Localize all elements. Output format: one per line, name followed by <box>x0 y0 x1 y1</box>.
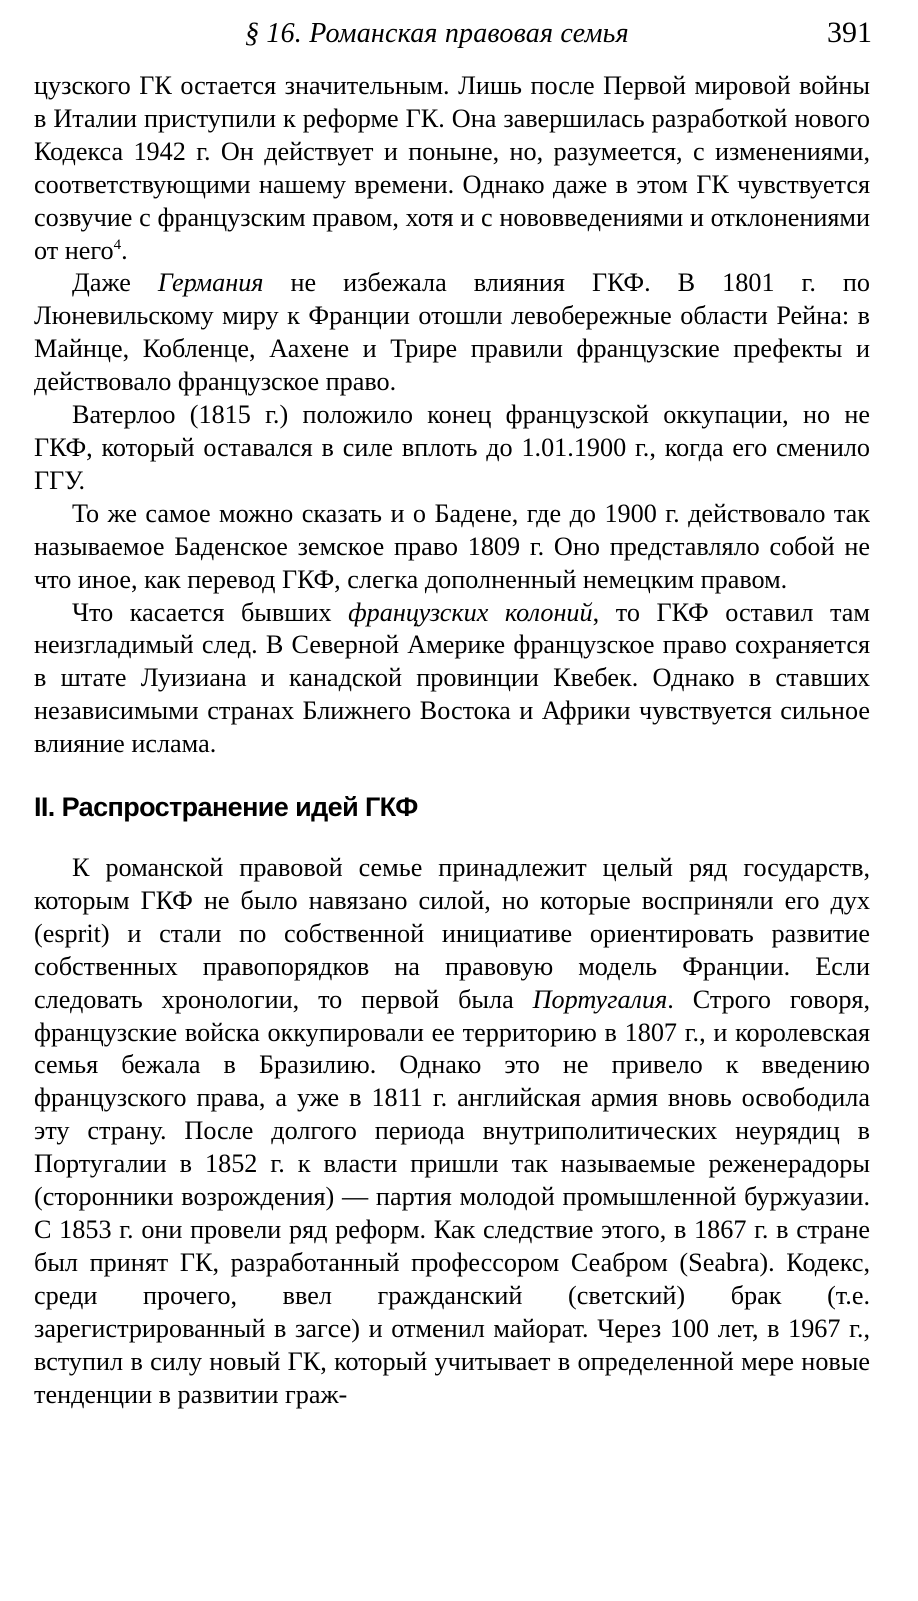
text-run: . <box>121 235 128 265</box>
text-run: . Строго говоря, французские войска оккупировали ее территорию в 1807 г., и королевская семья бежала в Бразилию. Однако это не привело к введению французского права, а уже в 1811 г. английская армия вновь освободила эту страну. После долгого периода внутриполитических неурядиц в Португалии в 1852 г. к власти пришли так называемые реженерадоры (сторонники возрождения) — партия молодой промышленной буржуазии. С 1853 г. они провели ряд реформ. Как следствие этого, в 1867 г. в стране был принят ГК, разработанный профессором Сеабром (Seabra). Кодекс, среди прочего, ввел гражданский (светский) брак (т.е. зарегистрированный в загсе) и отменил майорат. Через 100 лет, в 1967 г., вступил в силу новый ГК, который учитывает в определенной мере новые тенденции в развитии граж- <box>34 984 871 1409</box>
paragraph <box>34 70 870 267</box>
text-run: То же самое можно сказать и о Бадене, где до 1900 г. действовало так называемое Баденское земское право 1809 г. Оно представляло собой не что иное, как перевод ГКФ, слегка дополненный немецким правом. <box>34 498 870 594</box>
running-title: § 16. Романская правовая семья <box>245 18 629 49</box>
paragraphs-before-heading <box>34 70 870 761</box>
paragraph <box>34 267 870 399</box>
footnote-marker: 4 <box>113 236 122 253</box>
text-run: Даже <box>72 268 158 298</box>
paragraph <box>34 597 870 762</box>
page-number: 391 <box>827 16 872 49</box>
section-heading: II. Распространение идей ГКФ <box>34 792 418 823</box>
body-text <box>34 70 870 1411</box>
paragraph <box>34 498 870 597</box>
text-run: Ватерлоо (1815 г.) положило конец французской оккупации, но не ГКФ, который оставался в силе вплоть до 1.01.1900 г., когда его сменило ГГУ. <box>34 400 870 495</box>
running-head <box>0 12 918 52</box>
text-run: Что касается бывших <box>72 597 349 627</box>
text-run: К романской правовой семье принадлежит целый ряд государств, которым ГКФ не было навязано силой, но которые восприняли его дух (esprit) и стали по собственной инициативе ориентировать развитие собственных правопорядков на правовую модель Франции. Если следовать хронологии, то первой была <box>34 853 870 1014</box>
text-run: цузского ГК остается значительным. Лишь после Первой мировой войны в Италии приступили к реформе ГК. Она завершилась разработкой нового Кодекса 1942 г. Он действует и поныне, но, разумеется, с изменениями, соответствующими нашему времени. Однако даже в этом ГК чувствуется созвучие с французским правом, хотя и с нововведениями и отклонениями от него <box>34 71 870 265</box>
italic-term: Германия <box>157 268 264 298</box>
italic-term: французских колоний <box>348 597 593 627</box>
paragraphs-after-heading <box>34 852 870 1411</box>
paragraph <box>34 852 870 1411</box>
text-run: , то ГКФ оставил там неизгладимый след. В Северной Америке французское право сохраняется в штате Луизиана и канадской провинции Квебек. Однако в ставших независимыми странах Ближнего Востока и Африки чувствуется сильное влияние ислама. <box>34 597 870 759</box>
text-run: не избежала влияния ГКФ. В 1801 г. по Люневильскому миру к Франции отошли левобережные области Рейна: в Майнце, Кобленце, Аахене и Трире правили французские префекты и действовало французское право. <box>34 268 870 397</box>
italic-term: Португалия <box>532 984 668 1014</box>
paragraph <box>34 399 870 498</box>
